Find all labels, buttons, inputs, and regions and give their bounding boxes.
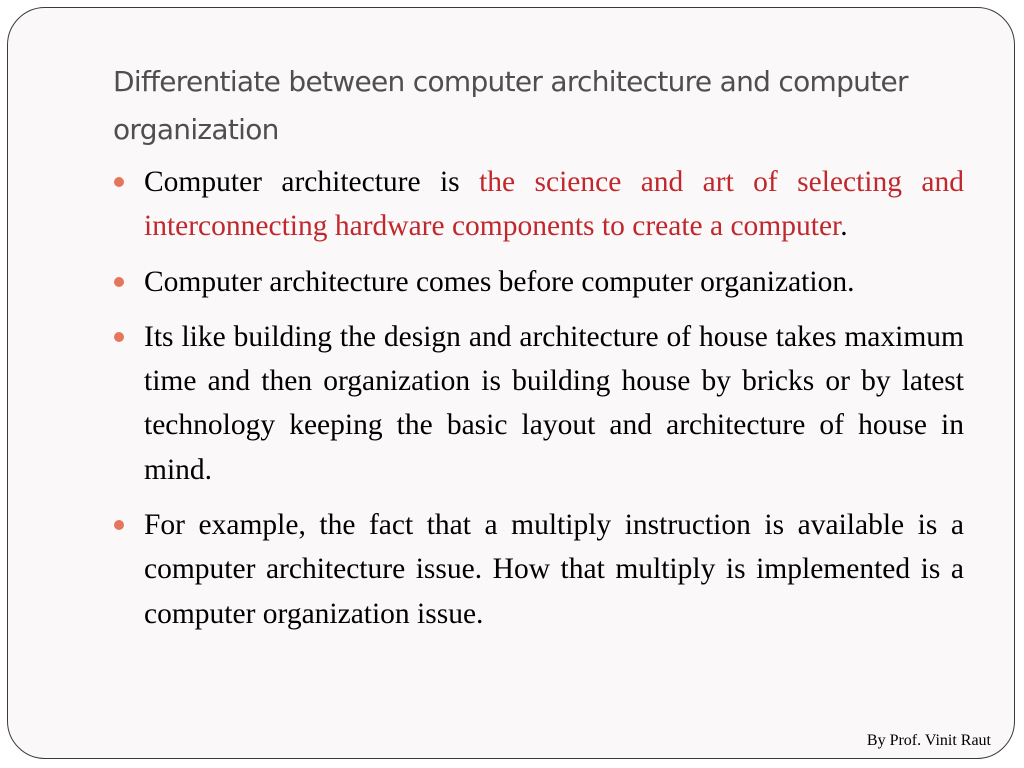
bullet-text: Computer architecture comes before computer organization. xyxy=(144,265,855,298)
footer-author: By Prof. Vinit Raut xyxy=(866,732,991,749)
bullet-list xyxy=(112,160,964,647)
slide-title: Differentiate between computer architecture and computer organization xyxy=(113,65,908,146)
bullet-text-end: . xyxy=(840,210,848,243)
bullet-item-house-analogy xyxy=(112,315,964,492)
bullet-item-order xyxy=(112,260,964,304)
bullet-dot-icon xyxy=(114,177,124,187)
bullet-dot-icon xyxy=(114,520,124,530)
bullet-text: For example, the fact that a multiply instruction is available is a computer architecture issue. How that multiply is implemented is a computer organization issue. xyxy=(144,509,964,630)
bullet-item-example xyxy=(112,503,964,636)
bullet-item-definition xyxy=(112,160,964,249)
bullet-text: Its like building the design and architecture of house takes maximum time and then organization is building house by bricks or by latest technology keeping the basic layout and architecture of house in mind. xyxy=(144,320,964,486)
bullet-highlight-text: the science and art of selecting and interconnecting hardware components to create a computer xyxy=(144,166,964,243)
bullet-dot-icon xyxy=(114,332,124,342)
bullet-text: Computer architecture is xyxy=(144,166,480,198)
bullet-dot-icon xyxy=(114,277,124,287)
